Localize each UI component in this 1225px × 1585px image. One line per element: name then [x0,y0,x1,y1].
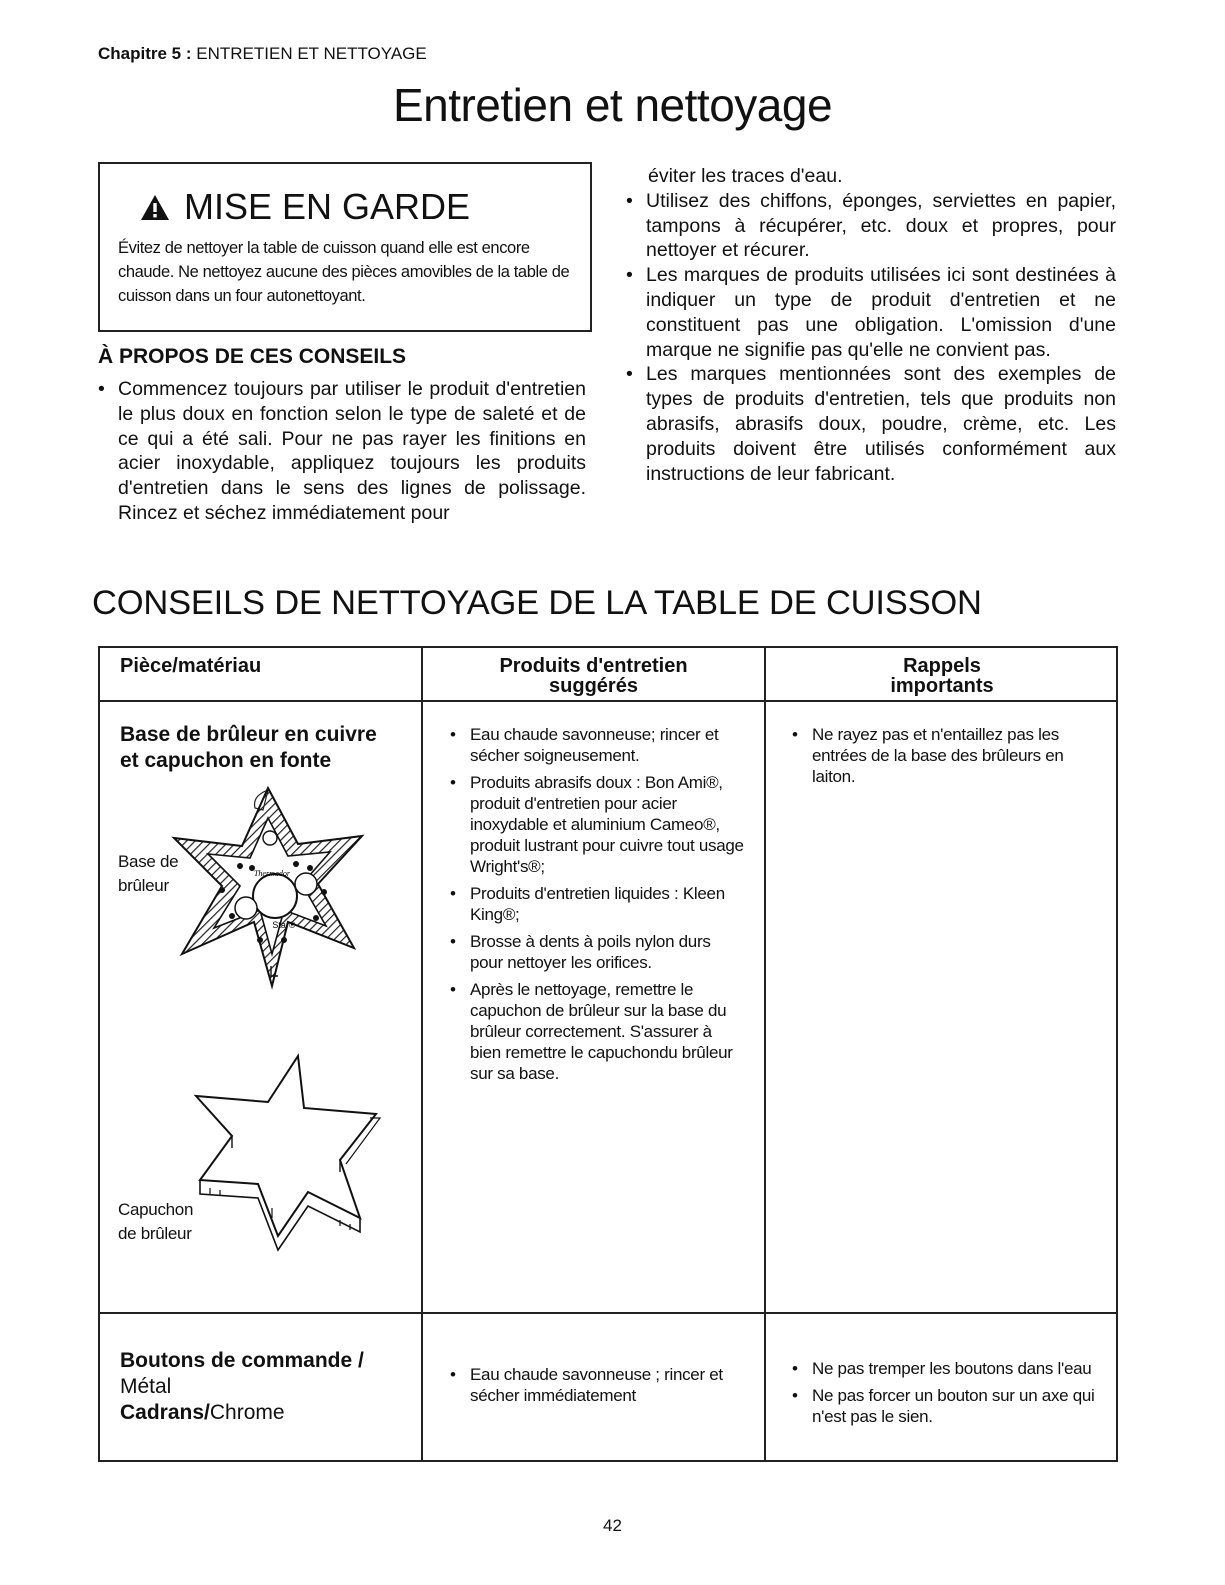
header-products [423,656,764,696]
header-products-line1: Produits d'entretien [499,655,688,677]
list-item: • Ne rayez pas et n'entaillez pas les entrées de la base des brûleurs en laiton. [792,724,1098,787]
row1-title-line1: Base de brûleur en cuivre [120,723,377,746]
warning-text: Évitez de nettoyer la table de cuisson quand elle est encore chaude. Ne nettoyez aucune des pièces amovibles de la table de cuisson dans un four autonettoyant. [118,239,570,305]
list-item: • Commencez toujours par utiliser le produit d'entretien le plus doux en fonction selon le type de saleté et de ce qui a été sali. Pour ne pas rayer les finitions en acier inoxydable, appliquez toujours les produits d'entretien dans le sens des lignes de polissage. Rincez et séchez immédiatement pour [98,377,586,526]
column-divider [764,648,766,1460]
row1-reminders-list [792,724,1098,793]
list-item: • Les marques de produits utilisées ici sont destinées à indiquer un type de produit d'entretien et ne constituent pas une obligation. L'omission d'une marque ne signifie pas qu'elle ne convient pas. [626,263,1116,362]
row1-title [120,722,377,774]
warning-title: MISE EN GARDE [184,186,471,227]
header-reminders [766,656,1118,696]
label-burner-base-line1: Base de [118,852,179,871]
label-burner-cap-line1: Capuchon [118,1200,194,1219]
list-item: • Produits abrasifs doux : Bon Ami®, produit d'entretien pour acier inoxydable et aluminium Cameo®, produit lustrant pour cuivre tout usage Wright's®; [450,772,746,877]
warning-box [98,162,592,332]
list-item: • Eau chaude savonneuse; rincer et sécher soigneusement. [450,724,746,766]
row1-title-line2: et capuchon en fonte [120,749,332,772]
section-title: CONSEILS DE NETTOYAGE DE LA TABLE DE CUISSON [92,584,982,622]
list-item: • Utilisez des chiffons, éponges, serviettes en papier, tampons à récupérer, etc. doux et propres, pour nettoyer et récurer. [626,189,1116,263]
row2-title-line3 [120,1400,364,1426]
about-right-column [626,164,1116,486]
label-burner-base-line2: brûleur [118,876,169,895]
burner-base-icon [174,788,362,986]
continuation-text: éviter les traces d'eau. [648,165,843,187]
page-number: 42 [603,1516,622,1535]
label-burner-base [118,850,178,898]
list-item: • Les marques mentionnées sont des exemples de types de produits d'entretien, tels que produits non abrasifs, abrasifs doux, poudre, crème, etc. Les produits doivent être utilisés conformément aux instructions de leur fabricant. [626,362,1116,486]
row2-title-line3-bold: Cadrans/ [120,1401,210,1424]
about-right-list [626,189,1116,487]
warning-heading [140,186,470,228]
row2-reminders-list [792,1358,1098,1433]
burner-star-text: Star® [272,920,296,930]
row2-title-line3-rest: Chrome [209,1401,285,1424]
about-left-list [98,377,586,526]
page-title: Entretien et nettoyage [392,79,833,131]
chapter-number: Chapitre 5 : [98,44,192,63]
row2-title [120,1348,364,1426]
chapter-header [98,44,427,64]
list-item: • Ne pas tremper les boutons dans l'eau [792,1358,1098,1379]
header-reminders-line2: importants [890,675,994,697]
chapter-name: ENTRETIEN ET NETTOYAGE [196,44,427,63]
cleaning-table [98,646,1118,1462]
about-heading: À PROPOS DE CES CONSEILS [98,345,407,368]
list-item: • Produits d'entretien liquides : Kleen King®; [450,883,746,925]
row2-products-list [450,1364,746,1412]
label-burner-cap-line2: de brûleur [118,1224,192,1243]
warning-triangle-icon [140,194,170,221]
list-item: • Après le nettoyage, remettre le capuchon de brûleur sur la base du brûleur correctement. S'assurer à bien remettre le capuchondu brûleur sur sa base. [450,979,746,1084]
column-divider [421,648,423,1460]
burner-logo-text: Thermador [253,869,291,878]
row-divider [100,1312,1116,1314]
header-products-line2: suggérés [549,675,638,697]
header-material: Pièce/matériau [120,655,262,677]
row2-title-line2: Métal [120,1375,172,1398]
list-item: • Eau chaude savonneuse ; rincer et sécher immédiatement [450,1364,746,1406]
list-item: • Ne pas forcer un bouton sur un axe qui n'est pas le sien. [792,1385,1098,1427]
list-item: • Brosse à dents à poils nylon durs pour nettoyer les orifices. [450,931,746,973]
burner-cap-icon [196,1056,380,1250]
row2-title-line1: Boutons de commande / [120,1349,364,1372]
row-divider [100,700,1116,702]
header-reminders-line1: Rappels [903,655,981,677]
label-burner-cap [118,1198,193,1246]
row1-products-list [450,724,746,1090]
